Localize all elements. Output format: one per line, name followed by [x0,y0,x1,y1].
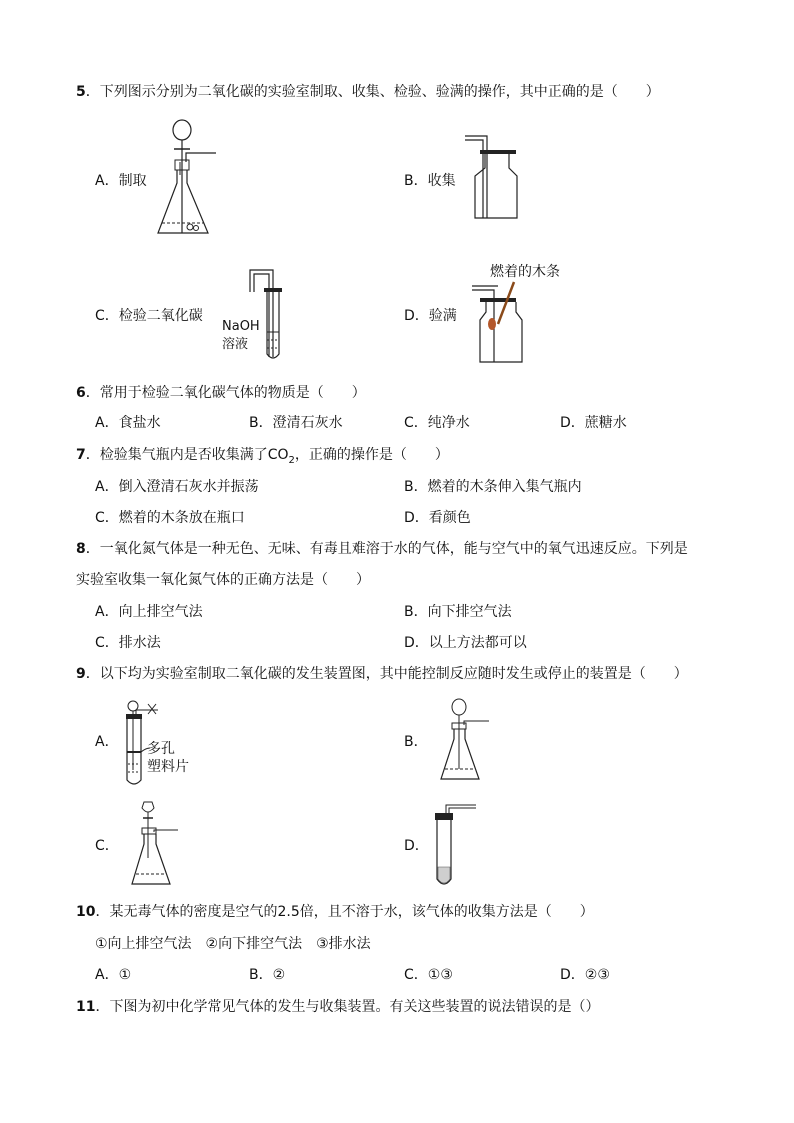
q7-stem-subscript: 2 [288,454,295,466]
q10-option-d: D．②③ [560,967,610,983]
q10-methods-line: ①向上排空气法 ②向下排空气法 ③排水法 [95,936,371,952]
q7-option-c: C．燃着的木条放在瓶口 [95,510,245,526]
q9-figure-d-test-tube [432,803,482,889]
q5-figure-d-bottle-splint [470,278,530,366]
q8-option-a: A．向上排空气法 [95,604,203,620]
q9-figure-b-flask-funnel [437,697,497,787]
q6-option-c: C．纯净水 [404,415,470,431]
q10-option-c: C．①③ [404,967,453,983]
q5-stem-text: ．下列图示分别为二氧化碳的实验室制取、收集、检验、验满的操作，其中正确的是（ ） [85,84,660,100]
q10-number: 10 [76,904,96,920]
q5-option-d: D．验满 [404,308,457,324]
q6-option-a: A．食盐水 [95,415,161,431]
q6-stem-text: ．常用于检验二氧化碳气体的物质是（ ） [85,385,366,401]
q9-stem-text: ．以下均为实验室制取二氧化碳的发生装置图，其中能控制反应随时发生或停止的装置是（ ） [85,666,688,682]
q9-option-c: C． [95,838,119,854]
q8-stem-line1 [76,540,688,558]
q5-figure-b-gas-bottle [465,130,525,225]
q9-number: 9 [76,666,86,682]
q8-stem-text: ．一氧化氮气体是一种无色、无味、有毒且难溶于水的气体，能与空气中的氧气迅速反应。下列是 [85,541,688,557]
q5-c-label-solution: 溶液 [222,337,249,352]
q8-option-d: D．以上方法都可以 [404,635,527,651]
q7-number: 7 [76,447,86,463]
q6-stem [76,384,366,402]
q9-option-d: D． [404,838,429,854]
q7-stem [76,446,449,470]
q6-number: 6 [76,385,86,401]
q5-option-a: A．制取 [95,173,147,189]
q6-option-b: B．澄清石灰水 [249,415,343,431]
q8-number: 8 [76,541,86,557]
q5-d-label-burning-stick: 燃着的木条 [490,264,560,280]
q9-figure-a-tube-clamp [118,700,178,790]
q5-stem [76,83,660,101]
q10-option-b: B．② [249,967,286,983]
q5-figure-c-test-tube [245,262,295,362]
q5-option-c: C．检验二氧化碳 [95,308,203,324]
q8-stem-line2: 实验室收集一氧化氮气体的正确方法是（ ） [76,572,370,588]
q9-option-a: A． [95,734,119,750]
q9-a-label-porous: 多孔 [147,741,175,757]
q9-option-b: B． [404,734,428,750]
q9-figure-c-flask-sep-funnel [130,798,190,890]
q11-stem-text: ．下图为初中化学常见气体的发生与收集装置。有关这些装置的说法错误的是（） [95,999,600,1015]
q9-a-label-plastic: 塑料片 [147,759,189,775]
q5-figure-a-flask-funnel [150,115,220,245]
q6-option-d: D．蔗糖水 [560,415,627,431]
q9-stem [76,665,688,683]
q10-stem [76,903,594,921]
q7-stem-pre: ．检验集气瓶内是否收集满了CO [85,447,289,463]
q7-option-a: A．倒入澄清石灰水并振荡 [95,479,259,495]
q7-option-b: B．燃着的木条伸入集气瓶内 [404,479,582,495]
q8-option-c: C．排水法 [95,635,161,651]
q11-stem [76,998,599,1016]
q10-option-a: A．① [95,967,132,983]
q5-number: 5 [76,84,86,100]
q5-c-label-naoh: NaOH [222,319,260,334]
q5-option-b: B．收集 [404,173,456,189]
q8-option-b: B．向下排空气法 [404,604,512,620]
q7-stem-post: ，正确的操作是（ ） [294,447,449,463]
q10-stem-text: ．某无毒气体的密度是空气的2.5倍，且不溶于水，该气体的收集方法是（ ） [95,904,594,920]
q7-option-d: D．看颜色 [404,510,471,526]
q11-number: 11 [76,999,96,1015]
